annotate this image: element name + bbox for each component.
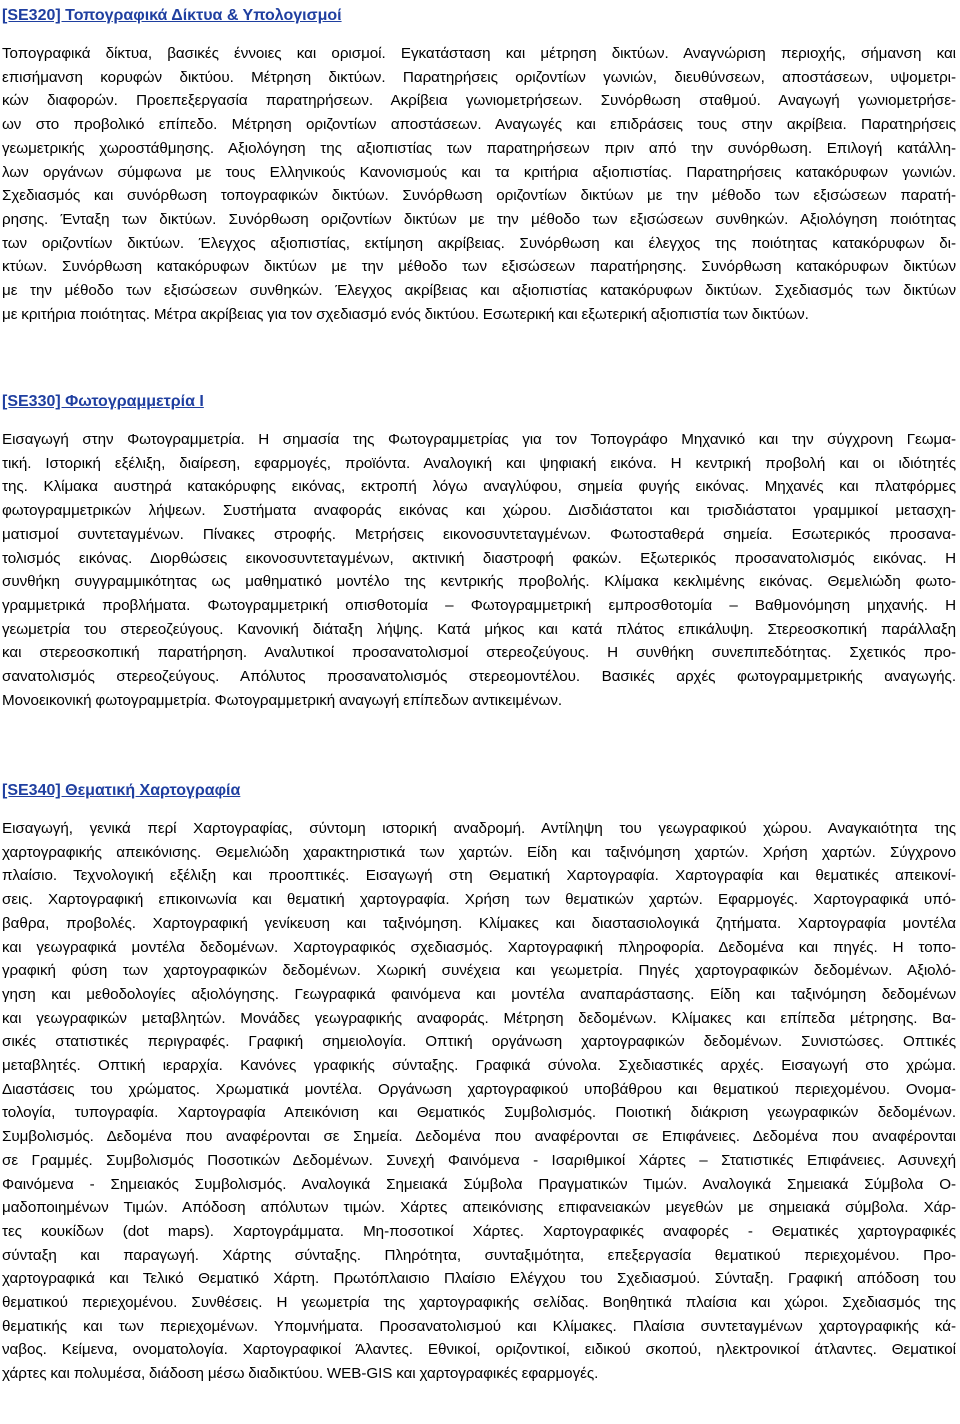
text-line: και γεωγραφικά μοντέλα δεδομένων. Χαρτογραφικός σχεδιασμός. Χαρτογραφική πληροφορία. Δεδομένα και πηγές. Η τοπο- bbox=[2, 938, 956, 956]
text-line: κτύων. Συνόρθωση κατακόρυφων δικτύων με την μέθοδο των εξισώσεων παρατήρησης. Συνόρθωση κατακόρυφων δικτύων bbox=[2, 258, 956, 276]
text-line: Τοπογραφικά δίκτυα, βασικές έννοιες και ορισμοί. Εγκατάσταση και μέτρηση δικτύων. Αναγνώριση περιοχής, σήμανση και bbox=[2, 45, 956, 62]
section-se320 bbox=[2, 6, 956, 326]
section-heading: [SE340] Θεματική Χαρτογραφία bbox=[2, 782, 241, 799]
text-line: Διαστάσεις του χρώματος. Χρωματικά μοντέλα. Οργάνωση χαρτογραφικού υποβάθρου και θεματικού περιεχομένου. Ονομα- bbox=[2, 1080, 956, 1098]
text-line: και γεωγραφικών μεταβλητών. Μονάδες γεωγραφικής αναφοράς. Μέτρηση δεδομένων. Κλίμακες και επίπεδα μέτρησης. Βα- bbox=[2, 1009, 956, 1027]
text-line: μαδοποιημένων Τιμών. Απόδοση απόλυτων τιμών. Χάρτες απεικόνισης επιφανειακών μεγεθών με σημειακά σύμβολα. Χάρ- bbox=[2, 1199, 956, 1217]
text-line: γραμμετρικά προβλήματα. Φωτογραμμετρική οπισθοτομία – Φωτογραμμετρική εμπροσθοτομία – Βαθμονόμηση μηχανής. Η bbox=[2, 596, 956, 614]
text-line: τική. Ιστορική εξέλιξη, διαίρεση, εφαρμογές, προϊόντα. Αναλογική και ψηφιακή εικόνα. Η κεντρική προβολή και οι ιδιότητές bbox=[2, 454, 956, 472]
text-line: κών διαφορών. Προεπεξεργασία παρατηρήσεων. Ακρίβεια γωνιομετρήσεων. Συνόρθωση σταθμού. Αναγωγή γωνιομετρήσε- bbox=[2, 92, 956, 110]
text-line: χαρτογραφικά και Τελικό Θεματικό Χάρτη. Πρωτόπλαισιο Πλαίσιο Ελέγχου του Σχεδιασμού. Σύνταξη. Γραφική απόδοση του bbox=[2, 1270, 956, 1288]
text-line: σύνταξη και παραγωγή. Χάρτης σύνταξης. Πληρότητα, συνταξιμότητα, επεξεργασία θεματικού περιεχομένου. Προ- bbox=[2, 1246, 956, 1264]
text-line: σε Γραμμές. Συμβολισμός Ποσοτικών Δεδομένων. Συνεχή Φαινόμενα - Ισαριθμικοί Χάρτες – Στατιστικές Επιφάνειες. Ασυνεχή bbox=[2, 1151, 956, 1169]
text-line: ρησης. Ένταξη των δικτύων. Συνόρθωση οριζοντίων δικτύων με την μέθοδο των εξισώσεων συνθηκών. Αξιολόγηση ποιότητας bbox=[2, 210, 956, 228]
text-line: των οριζοντίων δικτύων. Έλεγχος αξιοπιστίας, εκτίμηση ακρίβειας. Συνόρθωση και έλεγχος της ποιότητας κατακόρυφων δι- bbox=[2, 234, 956, 252]
section-heading: [SE320] Τοπογραφικά Δίκτυα & Υπολογισμοί bbox=[2, 7, 342, 24]
text-line: τολισμός εικόνας. Διορθώσεις εικονοσυντεταγμένων, ακτινική διαστροφή φακών. Εξωτερικός προσανατολισμός εικόνας. Η bbox=[2, 549, 956, 567]
text-line: ων στο προβολικό επίπεδο. Μέτρηση οριζοντίων αποστάσεων. Αναγωγές και επιδράσεις τους στην ακρίβεια. Παρατηρήσεις bbox=[2, 116, 956, 134]
text-line: ναβος. Κείμενα, ονοματολογία. Χαρτογραφικοί Άλαντες. Εθνικοί, οριζοντικοί, ειδικού σκοπού, ηλεκτρονικοί άτλαντες. Θεματικοί bbox=[2, 1341, 956, 1359]
text-line: Μονοεικονική φωτογραμμετρία. Φωτογραμμετρική αναγωγή επίπεδων αντικειμένων. bbox=[2, 691, 563, 709]
section-body bbox=[2, 817, 956, 1386]
text-line: επισήμανση κορυφών δικτύου. Μέτρηση δικτύων. Παρατηρήσεις οριζοντίων γωνιών, διευθύνσεων, αποστάσεων, υψομετρι- bbox=[2, 68, 956, 86]
text-line: με κριτήρια ποιότητας. Μέτρα ακρίβειας για τον σχεδιασμό ενός δικτύου. Εσωτερική και εξωτερική αξιοπιστία των δικτύων. bbox=[2, 305, 809, 323]
text-line: γεωμετρία του στερεοζεύγους. Κανονική διάταξη λήψης. Κατά μήκος και κατά πλάτος επικάλυψη. Στερεοσκοπική παράλλαξη bbox=[2, 620, 956, 638]
text-line: Φαινόμενα - Σημειακός Συμβολισμός. Αναλογικά Σημειακά Σύμβολα Πραγματικών Τιμών. Αναλογικά Σημειακά Σύμβολα Ο- bbox=[2, 1175, 956, 1193]
text-line: σανατολισμός στερεοζεύγους. Απόλυτος προσανατολισμός στερεομοντέλου. Βασικές αρχές φωτογραμμετρικής αναγωγής. bbox=[2, 668, 956, 686]
text-line: χαρτογραφικής απεικόνισης. Θεμελιώδη χαρακτηριστικά των χαρτών. Είδη και ταξινόμηση χαρτών. Χρήση χαρτών. Σύγχρονο bbox=[2, 843, 956, 861]
text-line: Εισαγωγή στην Φωτογραμμετρία. Η σημασία της Φωτογραμμετρίας για τον Τοπογράφο Μηχανικό και την σύγχρονη Γεωμα- bbox=[2, 431, 956, 448]
text-line: τολογία, τυπογραφία. Χαρτογραφία Απεικόνιση και Θεματικός Συμβολισμός. Ποιοτική διάκριση γεωγραφικών δεδομένων. bbox=[2, 1104, 956, 1122]
text-line: λων οργάνων σύμφωνα με τους Ελληνικούς Κανονισμούς και τα κριτήρια αξιοπιστίας. Παρατηρήσεις κατακόρυφων γωνιών. bbox=[2, 163, 956, 181]
text-line: θεματικού περιεχομένου. Συνθέσεις. Η γεωμετρία της χαρτογραφικής σελίδας. Βοηθητικά πλαίσια και χώροι. Σχεδιασμός της bbox=[2, 1294, 956, 1312]
text-line: Εισαγωγή, γενικά περί Χαρτογραφίας, σύντομη ιστορική αναδρομή. Αντίληψη του γεωγραφικού χώρου. Αναγκαιότητα της bbox=[2, 820, 956, 837]
text-line: Σχεδιασμός και συνόρθωση τοπογραφικών δικτύων. Συνόρθωση οριζοντίων δικτύων με την μέθοδο των εξισώσεων παρατή- bbox=[2, 187, 956, 205]
text-line: σεις. Χαρτογραφική επικοινωνία και θεματική χαρτογραφία. Χρήση των θεματικών χαρτών. Εφαρμογές. Χαρτογραφικά υπό- bbox=[2, 891, 956, 909]
section-body bbox=[2, 428, 956, 712]
text-line: γηση και μεθοδολογίες αξιολόγησης. Γεωγραφικά φαινόμενα και μοντέλα αναπαράστασης. Είδη και ταξινόμηση δεδομένων bbox=[2, 985, 956, 1003]
section-heading: [SE330] Φωτογραμμετρία Ι bbox=[2, 393, 204, 410]
text-line: χάρτες και πολυμέσα, διάδοση μέσω διαδικτύου. WEB-GIS και χαρτογραφικές εφαρμογές. bbox=[2, 1365, 599, 1383]
text-line: σικές στατιστικές περιγραφές. Γραφική σημειολογία. Οπτική οργάνωση χαρτογραφικών δεδομένων. Συνιστώσες. Οπτικές bbox=[2, 1033, 956, 1051]
text-line: και στερεοσκοπική παρατήρηση. Αναλυτικοί προσανατολισμοί στερεοζεύγους. Η συνθήκη συνεπιπεδότητας. Σχετικός προ- bbox=[2, 644, 956, 662]
section-se340 bbox=[2, 781, 956, 1386]
text-line: μεταβλητές. Οπτική ιεραρχία. Κανόνες γραφικής σύνταξης. Γραφικά σύνολα. Σχεδιαστικές αρχές. Εισαγωγή στο χρώμα. bbox=[2, 1057, 956, 1075]
text-line: βαθρα, προβολές. Χαρτογραφική γενίκευση και ταξινόμηση. Κλίμακες και διαστασιολογικά ζητήματα. Χαρτογραφία μοντέλα bbox=[2, 914, 956, 932]
text-line: με την μέθοδο των εξισώσεων συνθηκών. Έλεγχος ακρίβειας και αξιοπιστίας κατακόρυφων δικτύων. Σχεδιασμός των δικτύων bbox=[2, 282, 956, 300]
text-line: θεματικής και των περιεχομένων. Υπομνήματα. Προσανατολισμού και Κλίμακες. Πλαίσια συντεταγμένων χαρτογραφικής κά- bbox=[2, 1317, 956, 1335]
text-line: συνθήκη συγγραμμικότητας ως μαθηματικό μοντέλο της κεντρικής προβολής. Κλίμακα κεκλιμένης εικόνας. Θεμελιώδη φωτο- bbox=[2, 573, 956, 591]
text-line: τες κουκίδων (dot maps). Χαρτογράμματα. Μη-ποσοτικοί Χάρτες. Χαρτογραφικές αναφορές - Θεματικές χαρτογραφικές bbox=[2, 1222, 956, 1240]
text-line: φωτογραμμετρικών λήψεων. Συστήματα αναφοράς εικόνας και χώρου. Δισδιάστατοι και τρισδιάστατοι γραμμικοί μετασχη- bbox=[2, 502, 956, 520]
text-line: Συμβολισμός. Δεδομένα που αναφέρονται σε Σημεία. Δεδομένα που αναφέρονται σε Επιφάνειες. Δεδομένα που αναφέρονται bbox=[2, 1128, 956, 1146]
section-se330 bbox=[2, 392, 956, 712]
text-line: γραφική φύση των χαρτογραφικών δεδομένων. Χωρική συνέχεια και γεωμετρία. Πηγές χαρτογραφικών δεδομένων. Αξιολό- bbox=[2, 962, 956, 980]
text-line: ματισμοί συντεταγμένων. Πίνακες στροφής. Μετρήσεις εικονοσυντεταγμένων. Φωτοσταθερά σημεία. Εσωτερικός προσανα- bbox=[2, 525, 956, 543]
text-line: της. Κλίμακα αυστηρά κατακόρυφης εικόνας, εκτροπή λόγω αναγλύφου, σημεία φυγής εικόνας. Μηχανές και πλατφόρμες bbox=[2, 478, 956, 496]
section-body bbox=[2, 42, 956, 326]
text-line: γεωμετρικής χωροστάθμησης. Αξιολόγηση της αξιοπιστίας των παρατηρήσεων πριν από την συνόρθωση. Επιλογή κατάλλη- bbox=[2, 139, 956, 157]
text-line: πλαίσιο. Τεχνολογική εξέλιξη και προοπτικές. Εισαγωγή στη Θεματική Χαρτογραφία. Χαρτογραφία και θεματικές απεικονί- bbox=[2, 867, 956, 885]
